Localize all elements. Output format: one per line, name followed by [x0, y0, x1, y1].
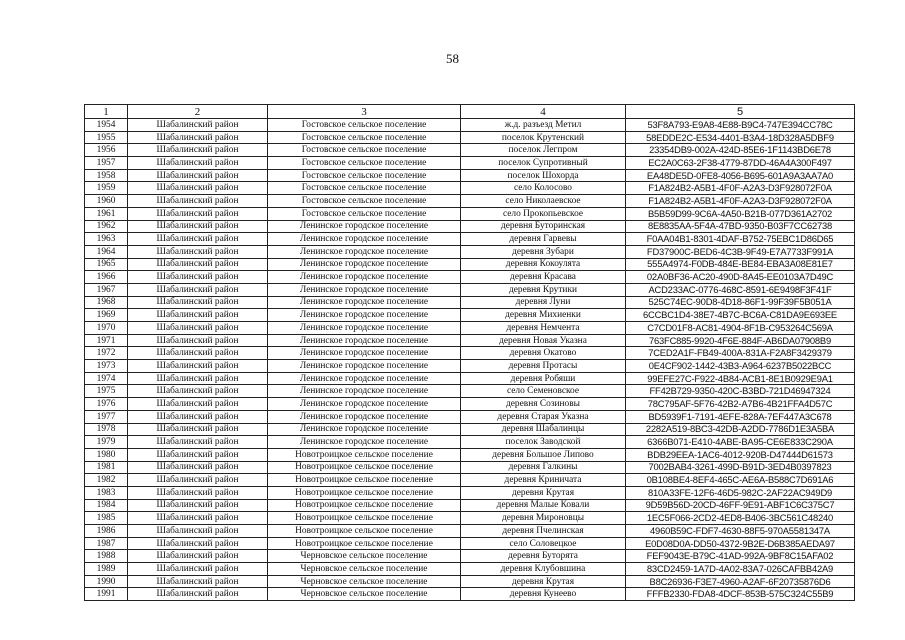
- district-cell: Шабалинский район: [128, 131, 268, 144]
- locality-name-cell: поселок Супротивный: [461, 157, 626, 170]
- district-cell: Шабалинский район: [128, 486, 268, 499]
- settlement-municipality-cell: Ленинское городское поселение: [268, 423, 461, 436]
- settlement-municipality-cell: Гостовское сельское поселение: [268, 169, 461, 182]
- row-number-cell: 1955: [85, 131, 128, 144]
- row-number-cell: 1985: [85, 512, 128, 525]
- district-cell: Шабалинский район: [128, 512, 268, 525]
- settlement-municipality-cell: Черновское сельское поселение: [268, 588, 461, 601]
- locality-name-cell: деревня Робяши: [461, 372, 626, 385]
- locality-name-cell: деревня Мироновцы: [461, 512, 626, 525]
- settlement-municipality-cell: Ленинское городское поселение: [268, 436, 461, 449]
- settlement-municipality-cell: Ленинское городское поселение: [268, 398, 461, 411]
- district-cell: Шабалинский район: [128, 537, 268, 550]
- district-cell: Шабалинский район: [128, 347, 268, 360]
- locality-name-cell: деревня Кунеево: [461, 588, 626, 601]
- table-row: [85, 334, 855, 347]
- row-number-cell: 1964: [85, 245, 128, 258]
- row-number-cell: 1979: [85, 436, 128, 449]
- locality-name-cell: село Соловецкое: [461, 537, 626, 550]
- row-number-cell: 1970: [85, 322, 128, 335]
- table-row: [85, 207, 855, 220]
- row-number-cell: 1978: [85, 423, 128, 436]
- column-header-2: 2: [128, 105, 268, 119]
- fias-guid-cell: 0B108BE4-8EF4-465C-AE6A-B588C7D691A6: [626, 474, 855, 487]
- settlement-municipality-cell: Ленинское городское поселение: [268, 410, 461, 423]
- table-row: [85, 157, 855, 170]
- district-cell: Шабалинский район: [128, 448, 268, 461]
- fias-guid-cell: FD37900C-BED6-4C3B-9F49-E7A7733F991A: [626, 245, 855, 258]
- district-cell: Шабалинский район: [128, 385, 268, 398]
- row-number-cell: 1961: [85, 207, 128, 220]
- locality-name-cell: деревня Окатово: [461, 347, 626, 360]
- fias-guid-cell: 9D59B56D-20CD-46FF-9E91-ABF1C6C375C7: [626, 499, 855, 512]
- locality-name-cell: деревня Буторинская: [461, 220, 626, 233]
- settlement-municipality-cell: Ленинское городское поселение: [268, 233, 461, 246]
- locality-name-cell: деревня Шабалинцы: [461, 423, 626, 436]
- row-number-cell: 1959: [85, 182, 128, 195]
- settlement-municipality-cell: Гостовское сельское поселение: [268, 144, 461, 157]
- locality-name-cell: деревня Крутики: [461, 283, 626, 296]
- fias-guid-cell: EA48DE5D-0FE8-4056-B695-601A9A3AA7A0: [626, 169, 855, 182]
- table-row: [85, 525, 855, 538]
- table-row: [85, 233, 855, 246]
- locality-name-cell: деревня Буторята: [461, 550, 626, 563]
- district-cell: Шабалинский район: [128, 157, 268, 170]
- settlement-municipality-cell: Новотроицкое сельское поселение: [268, 461, 461, 474]
- settlement-municipality-cell: Новотроицкое сельское поселение: [268, 448, 461, 461]
- row-number-cell: 1981: [85, 461, 128, 474]
- settlement-municipality-cell: Новотроицкое сельское поселение: [268, 512, 461, 525]
- district-cell: Шабалинский район: [128, 334, 268, 347]
- settlement-municipality-cell: Новотроицкое сельское поселение: [268, 499, 461, 512]
- settlement-municipality-cell: Гостовское сельское поселение: [268, 131, 461, 144]
- table-row: [85, 182, 855, 195]
- district-cell: Шабалинский район: [128, 309, 268, 322]
- district-cell: Шабалинский район: [128, 169, 268, 182]
- settlement-municipality-cell: Ленинское городское поселение: [268, 347, 461, 360]
- table-row: [85, 537, 855, 550]
- fias-guid-cell: 7CED2A1F-FB49-400A-831A-F2A8F3429379: [626, 347, 855, 360]
- settlement-municipality-cell: Гостовское сельское поселение: [268, 195, 461, 208]
- fias-guid-cell: 810A33FE-12F6-46D5-982C-2AF22AC949D9: [626, 486, 855, 499]
- locality-name-cell: деревня Протасы: [461, 360, 626, 373]
- district-cell: Шабалинский район: [128, 474, 268, 487]
- table-row: [85, 575, 855, 588]
- fias-guid-cell: 2282A519-8BC3-42DB-A2DD-7786D1E3A5BA: [626, 423, 855, 436]
- settlement-municipality-cell: Ленинское городское поселение: [268, 360, 461, 373]
- fias-guid-cell: BDB29EEA-1AC6-4012-920B-D47444D61573: [626, 448, 855, 461]
- table-row: [85, 448, 855, 461]
- district-cell: Шабалинский район: [128, 360, 268, 373]
- row-number-cell: 1977: [85, 410, 128, 423]
- locality-name-cell: деревня Гарвевы: [461, 233, 626, 246]
- district-cell: Шабалинский район: [128, 575, 268, 588]
- fias-guid-cell: 6366B071-E410-4ABE-BA95-CE6E833C290A: [626, 436, 855, 449]
- fias-guid-cell: B8C26936-F3E7-4960-A2AF-6F20735876D6: [626, 575, 855, 588]
- row-number-cell: 1966: [85, 271, 128, 284]
- row-number-cell: 1976: [85, 398, 128, 411]
- settlement-municipality-cell: Гостовское сельское поселение: [268, 157, 461, 170]
- fias-guid-cell: 4960B59C-FDF7-4630-88F5-970A5581347A: [626, 525, 855, 538]
- locality-name-cell: деревня Пчелинская: [461, 525, 626, 538]
- district-cell: Шабалинский район: [128, 258, 268, 271]
- table-row: [85, 550, 855, 563]
- fias-guid-cell: F0AA04B1-8301-4DAF-B752-75EBC1D86D65: [626, 233, 855, 246]
- row-number-cell: 1967: [85, 283, 128, 296]
- row-number-cell: 1974: [85, 372, 128, 385]
- district-cell: Шабалинский район: [128, 283, 268, 296]
- fias-guid-cell: BD5939F1-7191-4EFE-828A-7EF447A3C678: [626, 410, 855, 423]
- settlement-municipality-cell: Ленинское городское поселение: [268, 334, 461, 347]
- fias-guid-cell: 83CD2459-1A7D-4A02-83A7-026CAFBB42A9: [626, 563, 855, 576]
- district-cell: Шабалинский район: [128, 588, 268, 601]
- row-number-cell: 1987: [85, 537, 128, 550]
- column-header-4: 4: [461, 105, 626, 119]
- table-row: [85, 283, 855, 296]
- row-number-cell: 1971: [85, 334, 128, 347]
- locality-name-cell: деревня Немчента: [461, 322, 626, 335]
- table-row: [85, 372, 855, 385]
- row-number-cell: 1963: [85, 233, 128, 246]
- table-row: [85, 220, 855, 233]
- row-number-cell: 1969: [85, 309, 128, 322]
- table-row: [85, 144, 855, 157]
- district-cell: Шабалинский район: [128, 410, 268, 423]
- fias-guid-cell: 8E8835AA-5F4A-47BD-9350-B03F7CC62738: [626, 220, 855, 233]
- fias-guid-cell: 763FC885-9920-4F6E-884F-AB6DA07908B9: [626, 334, 855, 347]
- table-row: [85, 131, 855, 144]
- fias-guid-cell: 1EC5F066-2CD2-4ED8-B406-3BC561C48240: [626, 512, 855, 525]
- table-row: [85, 309, 855, 322]
- locality-name-cell: село Николаевское: [461, 195, 626, 208]
- district-cell: Шабалинский район: [128, 233, 268, 246]
- fias-guid-cell: B5B59D99-9C6A-4A50-B21B-077D361A2702: [626, 207, 855, 220]
- district-cell: Шабалинский район: [128, 296, 268, 309]
- district-cell: Шабалинский район: [128, 119, 268, 132]
- settlement-municipality-cell: Новотроицкое сельское поселение: [268, 486, 461, 499]
- column-header-5: 5: [626, 105, 855, 119]
- row-number-cell: 1954: [85, 119, 128, 132]
- table-row: [85, 322, 855, 335]
- locality-name-cell: деревня Галкины: [461, 461, 626, 474]
- district-cell: Шабалинский район: [128, 322, 268, 335]
- fias-guid-cell: F1A824B2-A5B1-4F0F-A2A3-D3F928072F0A: [626, 195, 855, 208]
- locality-name-cell: поселок Шохорда: [461, 169, 626, 182]
- table-row: [85, 245, 855, 258]
- district-cell: Шабалинский район: [128, 398, 268, 411]
- fias-guid-cell: E0D08D0A-DD50-4372-9B2E-D6B385AEDA97: [626, 537, 855, 550]
- row-number-cell: 1962: [85, 220, 128, 233]
- column-header-3: 3: [268, 105, 461, 119]
- row-number-cell: 1975: [85, 385, 128, 398]
- table-row: [85, 385, 855, 398]
- column-header-1: 1: [85, 105, 128, 119]
- settlement-municipality-cell: Ленинское городское поселение: [268, 258, 461, 271]
- settlement-municipality-cell: Новотроицкое сельское поселение: [268, 474, 461, 487]
- row-number-cell: 1986: [85, 525, 128, 538]
- settlement-municipality-cell: Ленинское городское поселение: [268, 245, 461, 258]
- district-cell: Шабалинский район: [128, 461, 268, 474]
- settlement-municipality-cell: Ленинское городское поселение: [268, 309, 461, 322]
- fias-guid-cell: 23354DB9-002A-424D-85E6-1F1143BD6E78: [626, 144, 855, 157]
- table-row: [85, 398, 855, 411]
- table-row: [85, 436, 855, 449]
- settlement-municipality-cell: Гостовское сельское поселение: [268, 207, 461, 220]
- table-row: [85, 563, 855, 576]
- locality-name-cell: деревня Кокоулята: [461, 258, 626, 271]
- fias-guid-cell: 555A4974-F0DB-484E-BE84-EBA3A08E81E7: [626, 258, 855, 271]
- row-number-cell: 1983: [85, 486, 128, 499]
- settlement-municipality-cell: Ленинское городское поселение: [268, 372, 461, 385]
- table-header-row: [85, 105, 855, 119]
- fias-guid-cell: F1A824B2-A5B1-4F0F-A2A3-D3F928072F0A: [626, 182, 855, 195]
- locality-name-cell: деревня Луни: [461, 296, 626, 309]
- locality-name-cell: деревня Клубовшина: [461, 563, 626, 576]
- locality-name-cell: деревня Малые Ковали: [461, 499, 626, 512]
- district-cell: Шабалинский район: [128, 525, 268, 538]
- locality-name-cell: село Семеновское: [461, 385, 626, 398]
- row-number-cell: 1960: [85, 195, 128, 208]
- district-cell: Шабалинский район: [128, 182, 268, 195]
- row-number-cell: 1972: [85, 347, 128, 360]
- settlement-municipality-cell: Ленинское городское поселение: [268, 283, 461, 296]
- settlement-municipality-cell: Гостовское сельское поселение: [268, 119, 461, 132]
- table-row: [85, 486, 855, 499]
- table-row: [85, 169, 855, 182]
- table-row: [85, 258, 855, 271]
- district-cell: Шабалинский район: [128, 436, 268, 449]
- table-row: [85, 271, 855, 284]
- fias-guid-cell: FF42B729-9350-420C-B3BD-721D46947324: [626, 385, 855, 398]
- district-cell: Шабалинский район: [128, 195, 268, 208]
- locality-name-cell: поселок Легпром: [461, 144, 626, 157]
- district-cell: Шабалинский район: [128, 499, 268, 512]
- row-number-cell: 1957: [85, 157, 128, 170]
- locality-name-cell: деревня Михиенки: [461, 309, 626, 322]
- locality-name-cell: поселок Заводской: [461, 436, 626, 449]
- table-row: [85, 296, 855, 309]
- table-body: [85, 119, 855, 601]
- fias-guid-cell: 99EFE27C-F922-4B84-ACB1-8E1B0929E9A1: [626, 372, 855, 385]
- locality-name-cell: поселок Крутенский: [461, 131, 626, 144]
- table-row: [85, 499, 855, 512]
- row-number-cell: 1956: [85, 144, 128, 157]
- fias-guid-cell: 53F8A793-E9A8-4E88-B9C4-747E394CC78C: [626, 119, 855, 132]
- table-row: [85, 410, 855, 423]
- table-row: [85, 474, 855, 487]
- settlement-municipality-cell: Черновское сельское поселение: [268, 563, 461, 576]
- row-number-cell: 1988: [85, 550, 128, 563]
- settlement-municipality-cell: Новотроицкое сельское поселение: [268, 525, 461, 538]
- settlement-municipality-cell: Новотроицкое сельское поселение: [268, 537, 461, 550]
- district-cell: Шабалинский район: [128, 423, 268, 436]
- row-number-cell: 1965: [85, 258, 128, 271]
- fias-guid-cell: C7CD01F8-AC81-4904-8F1B-C953264C569A: [626, 322, 855, 335]
- locality-name-cell: деревня Крутая: [461, 575, 626, 588]
- locality-name-cell: деревня Красава: [461, 271, 626, 284]
- table-row: [85, 423, 855, 436]
- settlement-municipality-cell: Черновское сельское поселение: [268, 575, 461, 588]
- table-row: [85, 461, 855, 474]
- fias-guid-cell: 0E4CF902-1442-43B3-A964-6237B5022BCC: [626, 360, 855, 373]
- fias-guid-cell: 6CCBC1D4-38E7-4B7C-BC6A-C81DA9E693EE: [626, 309, 855, 322]
- row-number-cell: 1990: [85, 575, 128, 588]
- row-number-cell: 1968: [85, 296, 128, 309]
- locality-name-cell: деревня Крутая: [461, 486, 626, 499]
- settlements-table: [84, 104, 855, 601]
- district-cell: Шабалинский район: [128, 372, 268, 385]
- row-number-cell: 1984: [85, 499, 128, 512]
- fias-guid-cell: 02A0BF36-AC20-490D-8A45-EE0103A7D49C: [626, 271, 855, 284]
- district-cell: Шабалинский район: [128, 144, 268, 157]
- fias-guid-cell: FEF9043E-B79C-41AD-992A-9BF8C15AFA02: [626, 550, 855, 563]
- district-cell: Шабалинский район: [128, 207, 268, 220]
- settlement-municipality-cell: Ленинское городское поселение: [268, 220, 461, 233]
- district-cell: Шабалинский район: [128, 245, 268, 258]
- table-row: [85, 119, 855, 132]
- table-row: [85, 360, 855, 373]
- fias-guid-cell: ACD233AC-0776-468C-8591-6E9498F3F41F: [626, 283, 855, 296]
- settlement-municipality-cell: Ленинское городское поселение: [268, 385, 461, 398]
- locality-name-cell: деревня Большое Липово: [461, 448, 626, 461]
- row-number-cell: 1980: [85, 448, 128, 461]
- locality-name-cell: село Прокопьевское: [461, 207, 626, 220]
- row-number-cell: 1989: [85, 563, 128, 576]
- locality-name-cell: ж.д. разъезд Метил: [461, 119, 626, 132]
- fias-guid-cell: 58EDDE2C-E534-4401-B3A4-18D328A5DBF9: [626, 131, 855, 144]
- row-number-cell: 1982: [85, 474, 128, 487]
- row-number-cell: 1958: [85, 169, 128, 182]
- district-cell: Шабалинский район: [128, 550, 268, 563]
- table-row: [85, 195, 855, 208]
- locality-name-cell: деревня Зубари: [461, 245, 626, 258]
- locality-name-cell: деревня Созиновы: [461, 398, 626, 411]
- locality-name-cell: деревня Криничата: [461, 474, 626, 487]
- page-number: 58: [446, 51, 459, 66]
- row-number-cell: 1973: [85, 360, 128, 373]
- district-cell: Шабалинский район: [128, 563, 268, 576]
- fias-guid-cell: FFFB2330-FDA8-4DCF-853B-575C324C55B9: [626, 588, 855, 601]
- settlement-municipality-cell: Ленинское городское поселение: [268, 296, 461, 309]
- locality-name-cell: деревня Новая Указна: [461, 334, 626, 347]
- fias-guid-cell: 78C795AF-5F76-42B2-A7B6-4B21FFA4D57C: [626, 398, 855, 411]
- fias-guid-cell: 7002BAB4-3261-499D-B91D-3ED4B0397823: [626, 461, 855, 474]
- table-row: [85, 588, 855, 601]
- fias-guid-cell: 525C74EC-90D8-4D18-86F1-99F39F5B051A: [626, 296, 855, 309]
- district-cell: Шабалинский район: [128, 271, 268, 284]
- settlement-municipality-cell: Черновское сельское поселение: [268, 550, 461, 563]
- row-number-cell: 1991: [85, 588, 128, 601]
- locality-name-cell: деревня Старая Указна: [461, 410, 626, 423]
- district-cell: Шабалинский район: [128, 220, 268, 233]
- settlement-municipality-cell: Ленинское городское поселение: [268, 322, 461, 335]
- table-row: [85, 347, 855, 360]
- locality-name-cell: село Колосово: [461, 182, 626, 195]
- table-row: [85, 512, 855, 525]
- fias-guid-cell: EC2A0C63-2F38-4779-87DD-46A4A300F497: [626, 157, 855, 170]
- settlement-municipality-cell: Ленинское городское поселение: [268, 271, 461, 284]
- settlement-municipality-cell: Гостовское сельское поселение: [268, 182, 461, 195]
